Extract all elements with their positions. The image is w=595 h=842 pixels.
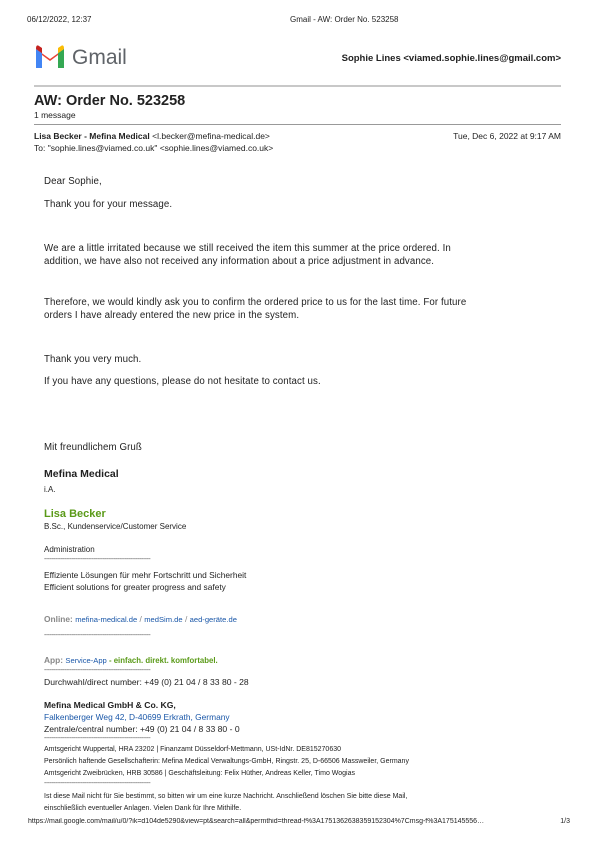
gmail-m-icon (34, 44, 66, 68)
message-to: To: "sophie.lines@viamed.co.uk" <sophie.lines@viamed.co.uk> (34, 143, 274, 153)
signature-department: Administration (44, 545, 95, 554)
body-paragraph-5: If you have any questions, please do not hesitate to contact us. (44, 376, 321, 387)
print-footer-url: https://mail.google.com/mail/u/0/?ik=d104de5290&view=pt&search=all&permthid=thread-f%3A1751362638359152304%7Cmsg-f%3A175145556… (28, 818, 485, 825)
signature-company-full: Mefina Medical GmbH & Co. KG, (44, 700, 176, 710)
print-title: Gmail - AW: Order No. 523258 (290, 15, 399, 24)
link-separator-1: / (137, 614, 145, 624)
sender-name: Lisa Becker - Mefina Medical (34, 131, 150, 141)
signature-direct-number: Durchwahl/direct number: +49 (0) 21 04 / 8 33 80 - 28 (44, 677, 249, 687)
signature-title: B.Sc., Kundenservice/Customer Service (44, 522, 187, 531)
signature-name: Lisa Becker (44, 508, 106, 520)
link-aed-geraete[interactable]: aed-geräte.de (189, 615, 237, 624)
app-tagline: - einfach. direkt. komfortabel. (106, 656, 218, 665)
online-label: Online: (44, 614, 73, 624)
disclaimer-line-1: Ist diese Mail nicht für Sie bestimmt, so bitten wir um eine kurze Nachricht. Anschließend löschen Sie bitte diese Mail, (44, 793, 408, 800)
signature-divider-5: ---------------------------------------------------------- (44, 780, 151, 787)
signature-ia: i.A. (44, 485, 56, 494)
message-date: Tue, Dec 6, 2022 at 9:17 AM (453, 131, 561, 141)
legal-line-1: Amtsgericht Wuppertal, HRA 23202 | Finanzamt Düsseldorf-Mettmann, USt-IdNr. DE815270630 (44, 746, 341, 753)
signature-company: Mefina Medical (44, 468, 119, 480)
body-paragraph-2-line-1: We are a little irritated because we still received the item this summer at the price ordered. In (44, 243, 451, 254)
app-label: App: (44, 655, 64, 665)
body-paragraph-1: Thank you for your message. (44, 199, 173, 210)
link-medsim[interactable]: medSim.de (144, 615, 183, 624)
link-service-app[interactable]: Service-App (65, 656, 107, 665)
body-paragraph-2-line-2: addition, we have also not received any information about a price adjustment in advance. (44, 256, 435, 267)
message-from (34, 131, 270, 141)
thread-subject: AW: Order No. 523258 (34, 93, 186, 109)
legal-line-2: Persönlich haftende Gesellschafterin: Mefina Medical Verwaltungs-GmbH, Ringstr. 25, D-66506 Massweiler, Germany (44, 758, 409, 765)
signature-address[interactable]: Falkenberger Weg 42, D-40699 Erkrath, Germany (44, 712, 230, 722)
body-closing: Mit freundlichem Gruß (44, 442, 142, 453)
print-datetime: 06/12/2022, 12:37 (27, 15, 92, 24)
link-separator-2: / (182, 614, 190, 624)
signature-divider-2: ---------------------------------------------------------- (44, 632, 151, 639)
subject-divider (34, 124, 561, 125)
signature-online-row (44, 614, 237, 624)
link-mefina-medical[interactable]: mefina-medical.de (75, 615, 138, 624)
body-greeting: Dear Sophie, (44, 176, 102, 187)
body-paragraph-3-line-1: Therefore, we would kindly ask you to confirm the ordered price to us for the last time. For future (44, 297, 467, 308)
signature-slogan-de: Effiziente Lösungen für mehr Fortschritt und Sicherheit (44, 570, 247, 580)
signature-divider-3: ---------------------------------------------------------- (44, 667, 151, 674)
header-divider (34, 85, 561, 87)
gmail-wordmark: Gmail (72, 46, 127, 69)
body-paragraph-3-line-2: orders I have already entered the new price in the system. (44, 310, 300, 321)
gmail-logo[interactable] (34, 44, 130, 72)
sender-email[interactable]: <l.becker@mefina-medical.de> (152, 131, 270, 141)
legal-line-3: Amtsgericht Zweibrücken, HRB 30586 | Geschäftsleitung: Felix Hüther, Andreas Keller, Timo Wogias (44, 770, 355, 777)
body-paragraph-4: Thank you very much. (44, 354, 142, 365)
signature-app-row (44, 655, 218, 665)
account-identity: Sophie Lines <viamed.sophie.lines@gmail.com> (341, 53, 561, 64)
signature-slogan-en: Efficient solutions for greater progress and safety (44, 582, 226, 592)
print-page-number: 1/3 (560, 818, 570, 825)
disclaimer-line-2: einschließlich eventueller Anlagen. Vielen Dank für Ihre Mithilfe. (44, 805, 242, 812)
message-count: 1 message (34, 110, 76, 120)
signature-divider-4: ---------------------------------------------------------- (44, 735, 151, 742)
signature-central-number: Zentrale/central number: +49 (0) 21 04 / 8 33 80 - 0 (44, 724, 240, 734)
signature-divider-1: ---------------------------------------------------------- (44, 556, 151, 563)
